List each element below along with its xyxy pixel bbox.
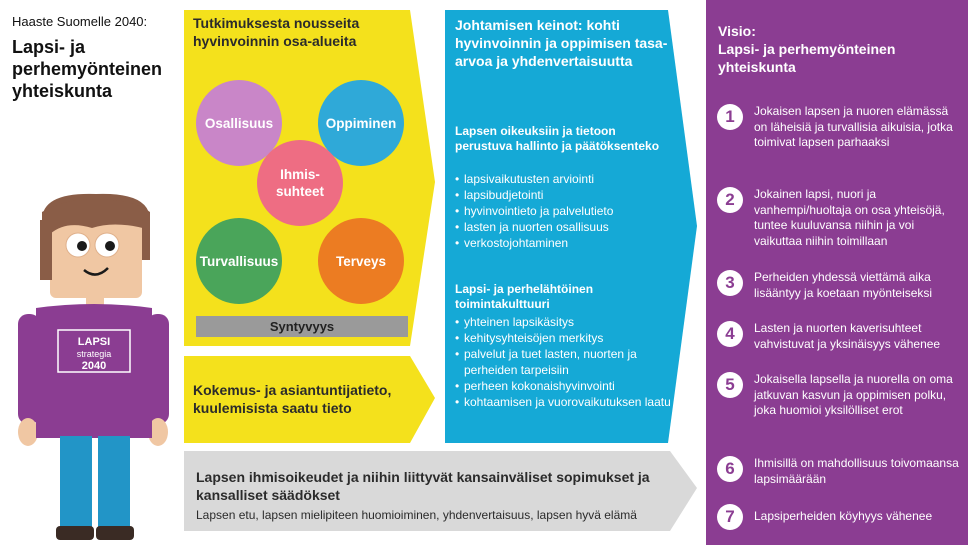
vision-item-text: Jokainen lapsi, nuori ja vanhempi/huoltaja on osa yhteisöjä, tuntee kuuluvansa niihin ja voi vaikuttaa niihin toimillaan [754, 187, 945, 248]
research-heading: Tutkimuksesta nousseita hyvinvoinnin osa-alueita [193, 15, 360, 49]
area-circle-turvallisuus [196, 218, 282, 304]
area-label: Osallisuus [204, 115, 274, 131]
leadership-heading: Johtamisen keinot: kohti hyvinvoinnin ja oppimisen tasa-arvoa ja yhdenvertaisuutta [455, 17, 668, 69]
area-circle-terveys [318, 218, 404, 304]
area-label: Terveys [335, 253, 387, 269]
vision-item-text: Lasten ja nuorten kaverisuhteet vahvistuvat ja yksinäisyys vähenee [754, 321, 941, 351]
vision-item-text: Jokaisella lapsella ja nuorella on oma jatkuvan kasvun ja oppimisen polku, joka huomioi yksilölliset erot [754, 372, 953, 417]
page-kicker: Haaste Suomelle 2040: [12, 14, 148, 29]
leadership-section2-title: Lapsi- ja perhelähtöinen toimintakulttuuri [455, 282, 594, 311]
rights-title: Lapsen ihmisoikeudet ja niihin liittyvät kansainväliset sopimukset ja kansalliset säädökset [196, 469, 650, 503]
base-bar-syntyvyys [196, 316, 408, 337]
list-item: • hyvinvointieto ja palvelutieto [455, 204, 614, 218]
list-item: • yhteinen lapsikäsitys [455, 315, 575, 329]
rights-subtitle: Lapsen etu, lapsen mielipiteen huomioiminen, yhdenvertaisuus, lapsen hyvä elämä [196, 508, 637, 522]
area-label: Oppiminen [325, 115, 397, 131]
list-item: • verkostojohtaminen [455, 236, 569, 250]
vision-title: Visio: Lapsi- ja perhemyönteinen yhteiskunta [718, 23, 896, 75]
area-label: Turvallisuus [199, 253, 279, 269]
area-label: Ihmis- suhteet [275, 167, 324, 199]
vision-number-badge: 4 [717, 321, 743, 347]
shirt-logo-line1: LAPSI [77, 336, 111, 348]
list-item: • kehitysyhteisöjen merkitys [455, 331, 604, 345]
vision-number-badge: 1 [717, 104, 743, 130]
vision-number-badge: 2 [717, 187, 743, 213]
area-circle-ihmissuhteet [257, 140, 343, 226]
list-item: • perheen kokonaishyvinvointi [455, 379, 615, 393]
vision-item-text: Ihmisillä on mahdollisuus toivomaansa lapsimäärään [754, 456, 959, 486]
page-title: Lapsi- ja perhemyönteinen yhteiskunta [12, 37, 163, 101]
leadership-section1-list [455, 171, 680, 251]
vision-number-badge: 5 [717, 372, 743, 398]
list-item: • kohtaamisen ja vuorovaikutuksen laatu [455, 395, 671, 409]
leadership-section1-title: Lapsen oikeuksiin ja tietoon perustuva hallinto ja päätöksenteko [455, 124, 660, 153]
vision-number-badge: 6 [717, 456, 743, 482]
list-item: • lapsivaikutusten arviointi [455, 172, 595, 186]
list-item: • lasten ja nuorten osallisuus [455, 220, 609, 234]
list-item: • palvelut ja tuet lasten, nuorten ja perheiden tarpeisiin [455, 347, 637, 377]
base-bar-label: Syntyvyys [269, 319, 335, 334]
vision-item-text: Jokaisen lapsen ja nuoren elämässä on läheisiä ja turvallisia aikuisia, jotka toimivat lapsen parhaaksi [754, 104, 953, 149]
list-item: • lapsibudjetointi [455, 188, 544, 202]
vision-number-badge: 3 [717, 270, 743, 296]
leadership-section2-list [455, 314, 677, 410]
vision-item-text: Perheiden yhdessä viettämä aika lisääntyy ja koetaan myönteiseksi [754, 270, 933, 300]
experience-label: Kokemus- ja asiantuntijatieto, kuulemisista saatu tieto [193, 382, 392, 416]
vision-item-text: Lapsiperheiden köyhyys vähenee [754, 509, 933, 523]
shirt-logo-line2: strategia [76, 349, 112, 359]
child-character-illustration [6, 190, 181, 540]
shirt-logo-line3: 2040 [81, 360, 107, 372]
vision-number-badge: 7 [717, 504, 743, 530]
